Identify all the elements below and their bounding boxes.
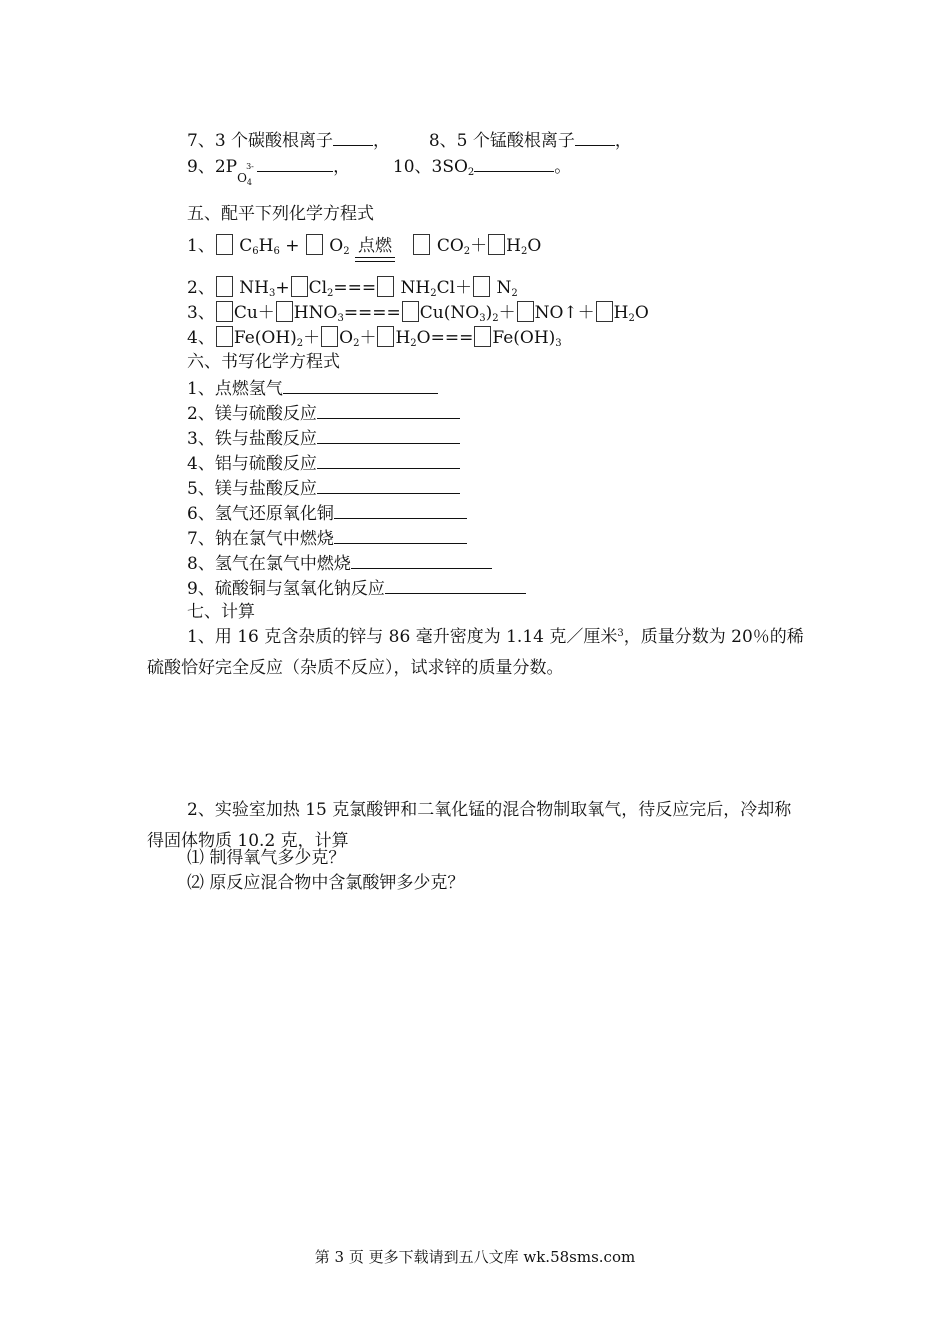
write-item-5: 5、镁与盐酸反应 — [187, 476, 460, 500]
question-row-7-8 — [187, 128, 632, 152]
equation-3: 3、 $Cu+ HNO_3==== Cu(NO_3)_2+$ NO↑＋ $H_2O$ — [187, 303, 649, 324]
calc-problem-2: 2、实验室加热 15 克氯酸钾和二氧化锰的混合物制取氧气，待反应完后，冷却称得固体物质 10.2 克，计算 — [147, 800, 792, 851]
write-item-8: 8、氢气在氯气中燃烧 — [187, 551, 492, 575]
answer-blank — [351, 551, 492, 569]
coefficient-box[interactable] — [517, 301, 534, 322]
answer-blank — [334, 526, 467, 544]
calc-subquestion-1: ⑴ 制得氧气多少克？ — [187, 848, 346, 868]
coefficient-box[interactable] — [216, 234, 233, 255]
reaction-condition: 点燃 — [355, 235, 395, 257]
question-8: 8、5 个锰酸根离子 — [428, 131, 575, 151]
answer-blank — [257, 154, 333, 172]
answer-blank — [575, 128, 615, 146]
punct: 。 — [554, 157, 572, 177]
answer-blank — [333, 128, 373, 146]
write-item-2: 2、镁与硫酸反应 — [187, 401, 460, 425]
write-item-1: 1、点燃氢气 — [187, 376, 438, 400]
section-title-6: 六、书写化学方程式 — [187, 352, 340, 372]
coefficient-box[interactable] — [216, 301, 233, 322]
phosphate-ion: $O_4$ 3- — [237, 162, 254, 187]
coefficient-box[interactable] — [321, 326, 338, 347]
answer-blank — [283, 376, 438, 394]
coefficient-box[interactable] — [474, 326, 491, 347]
answer-blank — [385, 576, 526, 594]
coefficient-box[interactable] — [488, 234, 505, 255]
write-item-9: 9、硫酸铜与氢氧化钠反应 — [187, 576, 526, 600]
coefficient-box[interactable] — [216, 276, 233, 297]
punct: ， — [373, 131, 391, 151]
page-footer: 第 3 页 更多下载请到五八文库 wk.58sms.com — [314, 1248, 636, 1266]
calc-subquestion-2: ⑵ 原反应混合物中含氯酸钾多少克？ — [187, 873, 465, 893]
write-item-7: 7、钠在氯气中燃烧 — [187, 526, 467, 550]
coefficient-box[interactable] — [216, 326, 233, 347]
answer-blank — [334, 501, 467, 519]
punct: ， — [333, 157, 351, 177]
coefficient-box[interactable] — [596, 301, 613, 322]
equation-4: 4、 $Fe(OH)_2+ O_2+ H_2O=== Fe(OH)_3$ — [187, 328, 562, 349]
coefficient-box[interactable] — [473, 276, 490, 297]
punct: ， — [614, 131, 632, 151]
question-row-9-10 — [187, 154, 572, 187]
equation-1: 1、 $C_6H_6 + O_2$ 点燃 $CO_2+ H_2O$ — [187, 234, 541, 257]
question-7: 7、3 个碳酸根离子 — [187, 131, 334, 151]
answer-blank — [474, 154, 554, 172]
question-9: 9、2P — [187, 157, 238, 177]
write-item-4: 4、铝与硫酸反应 — [187, 451, 460, 475]
answer-blank — [317, 476, 460, 494]
answer-blank — [317, 426, 460, 444]
coefficient-box[interactable] — [402, 301, 419, 322]
answer-blank — [317, 451, 460, 469]
coefficient-box[interactable] — [413, 234, 430, 255]
write-item-6: 6、氢气还原氧化铜 — [187, 501, 467, 525]
equation-2: 2、 $NH_3+ Cl_2=== NH_2Cl+ N_2$ — [187, 278, 518, 299]
question-10: 10、$3SO_2$ — [392, 157, 475, 178]
coefficient-box[interactable] — [276, 301, 293, 322]
coefficient-box[interactable] — [291, 276, 308, 297]
answer-blank — [317, 401, 460, 419]
write-item-3: 3、铁与盐酸反应 — [187, 426, 460, 450]
coefficient-box[interactable] — [377, 326, 394, 347]
section-title-7: 七、计算 — [187, 602, 255, 622]
coefficient-box[interactable] — [306, 234, 323, 255]
coefficient-box[interactable] — [377, 276, 394, 297]
calc-problem-1: 1、用 16 克含杂质的锌与 86 毫升密度为 1.14 克／厘米$^3$，质量分数为 20％的稀硫酸恰好完全反应（杂质不反应），试求锌的质量分数。 — [147, 627, 804, 678]
section-title-5: 五、配平下列化学方程式 — [187, 204, 374, 224]
